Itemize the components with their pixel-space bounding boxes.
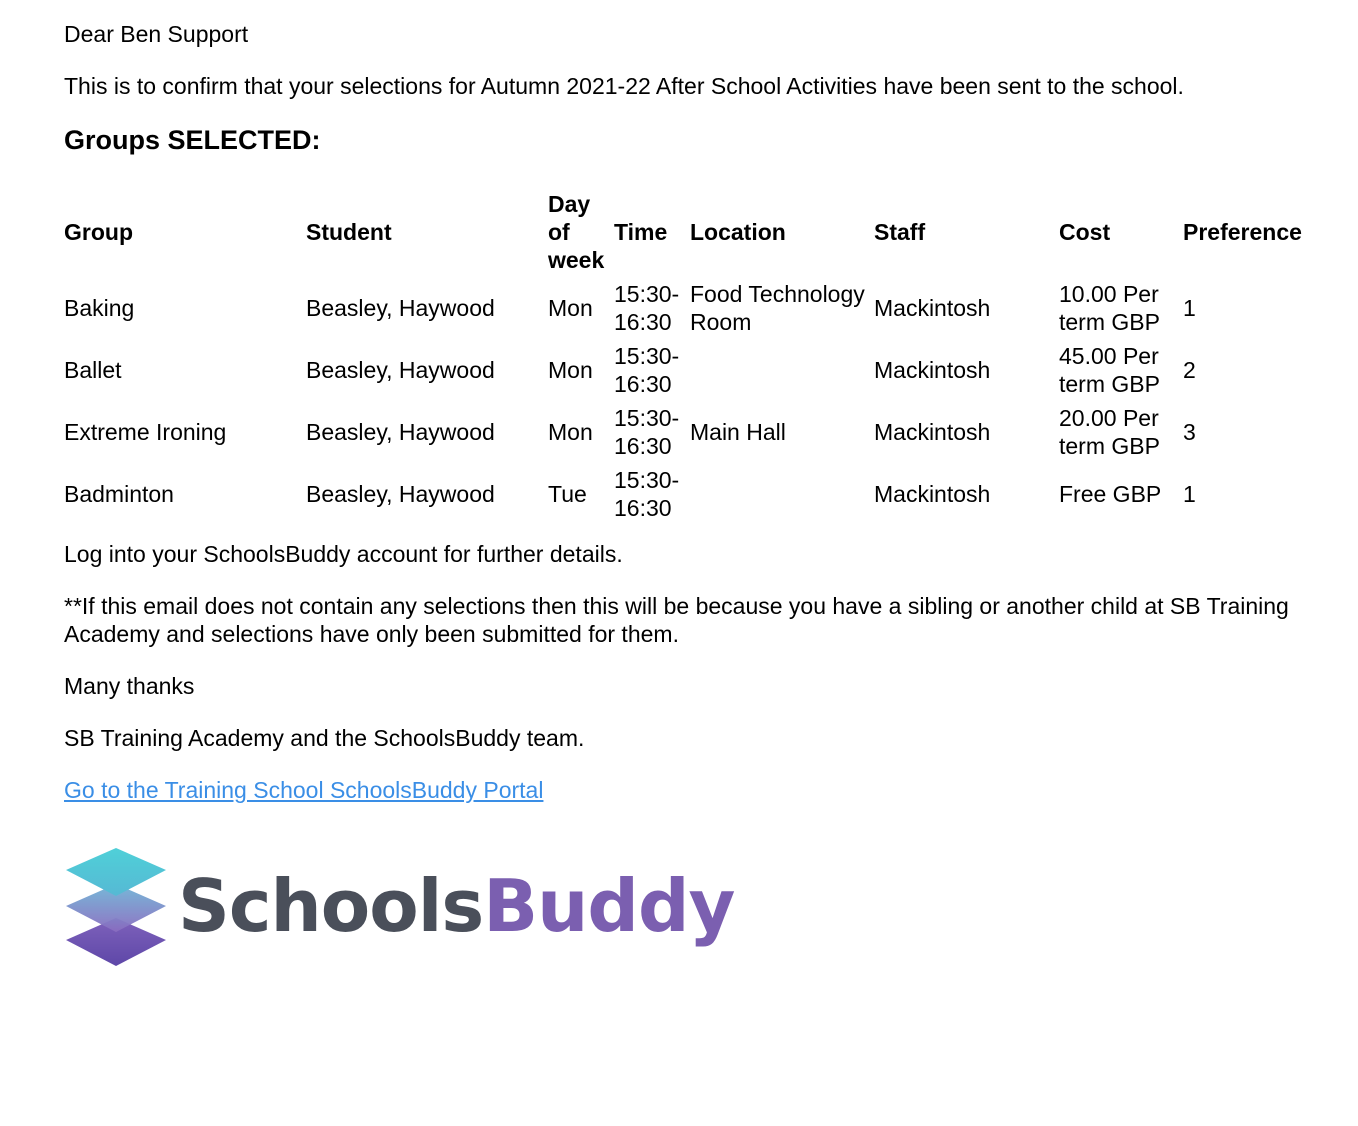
intro-text: This is to confirm that your selections for Autumn 2021-22 After School Activities have been sent to the school. — [64, 73, 1184, 99]
header-time: Time — [614, 219, 668, 245]
cell-time: 15:30-16:30 — [614, 467, 680, 521]
table-header-row — [64, 190, 1313, 274]
stacked-layers-icon — [64, 844, 168, 968]
table-row — [64, 342, 1313, 398]
cell-cost: 45.00 Per term GBP — [1059, 343, 1160, 397]
cell-cost: 10.00 Per term GBP — [1059, 281, 1160, 335]
cell-location — [690, 466, 868, 522]
cell-time: 15:30-16:30 — [614, 281, 680, 335]
cell-time: 15:30-16:30 — [614, 343, 680, 397]
header-location: Location — [690, 219, 786, 245]
logo-text-schools: Schools — [178, 864, 484, 948]
cell-staff: Mackintosh — [874, 481, 991, 507]
email-body — [64, 20, 1334, 968]
signature: SB Training Academy and the SchoolsBuddy team. — [64, 725, 585, 751]
header-student: Student — [306, 219, 392, 245]
cell-preference: 2 — [1183, 357, 1196, 383]
cell-day: Mon — [548, 357, 593, 383]
table-row — [64, 404, 1313, 460]
header-preference: Preference — [1183, 219, 1302, 245]
header-group: Group — [64, 219, 133, 245]
header-day: Day of week — [548, 191, 605, 273]
cell-day: Tue — [548, 481, 587, 507]
logo-wordmark — [178, 866, 734, 946]
cell-group: Extreme Ironing — [64, 419, 227, 445]
cell-day: Mon — [548, 419, 593, 445]
login-note: Log into your SchoolsBuddy account for further details. — [64, 541, 623, 567]
sibling-note: **If this email does not contain any selections then this will be because you have a sibling or another child at SB Training Academy and selections have only been submitted for them. — [64, 593, 1289, 647]
cell-time: 15:30-16:30 — [614, 405, 680, 459]
cell-group: Baking — [64, 295, 135, 321]
cell-student: Beasley, Haywood — [306, 295, 495, 321]
schoolsbuddy-logo — [64, 844, 1334, 968]
cell-staff: Mackintosh — [874, 419, 991, 445]
logo-text-buddy: Buddy — [483, 864, 735, 948]
table-row — [64, 280, 1313, 336]
portal-link[interactable]: Go to the Training School SchoolsBuddy Portal — [64, 777, 544, 803]
greeting: Dear Ben Support — [64, 21, 249, 47]
groups-heading: Groups SELECTED: — [64, 125, 321, 155]
groups-table — [58, 184, 1319, 528]
table-row — [64, 466, 1313, 522]
thanks-text: Many thanks — [64, 673, 195, 699]
cell-student: Beasley, Haywood — [306, 419, 495, 445]
cell-group: Ballet — [64, 357, 122, 383]
cell-day: Mon — [548, 295, 593, 321]
cell-cost: 20.00 Per term GBP — [1059, 405, 1160, 459]
cell-staff: Mackintosh — [874, 357, 991, 383]
cell-location: Food Technology Room — [690, 281, 865, 335]
cell-preference: 1 — [1183, 295, 1196, 321]
header-staff: Staff — [874, 219, 926, 245]
cell-location — [690, 342, 868, 398]
cell-preference: 3 — [1183, 419, 1196, 445]
cell-location: Main Hall — [690, 419, 786, 445]
cell-cost: Free GBP — [1059, 481, 1162, 507]
cell-student: Beasley, Haywood — [306, 481, 495, 507]
cell-preference: 1 — [1183, 481, 1196, 507]
cell-group: Badminton — [64, 481, 174, 507]
cell-student: Beasley, Haywood — [306, 357, 495, 383]
cell-staff: Mackintosh — [874, 295, 991, 321]
header-cost: Cost — [1059, 219, 1111, 245]
